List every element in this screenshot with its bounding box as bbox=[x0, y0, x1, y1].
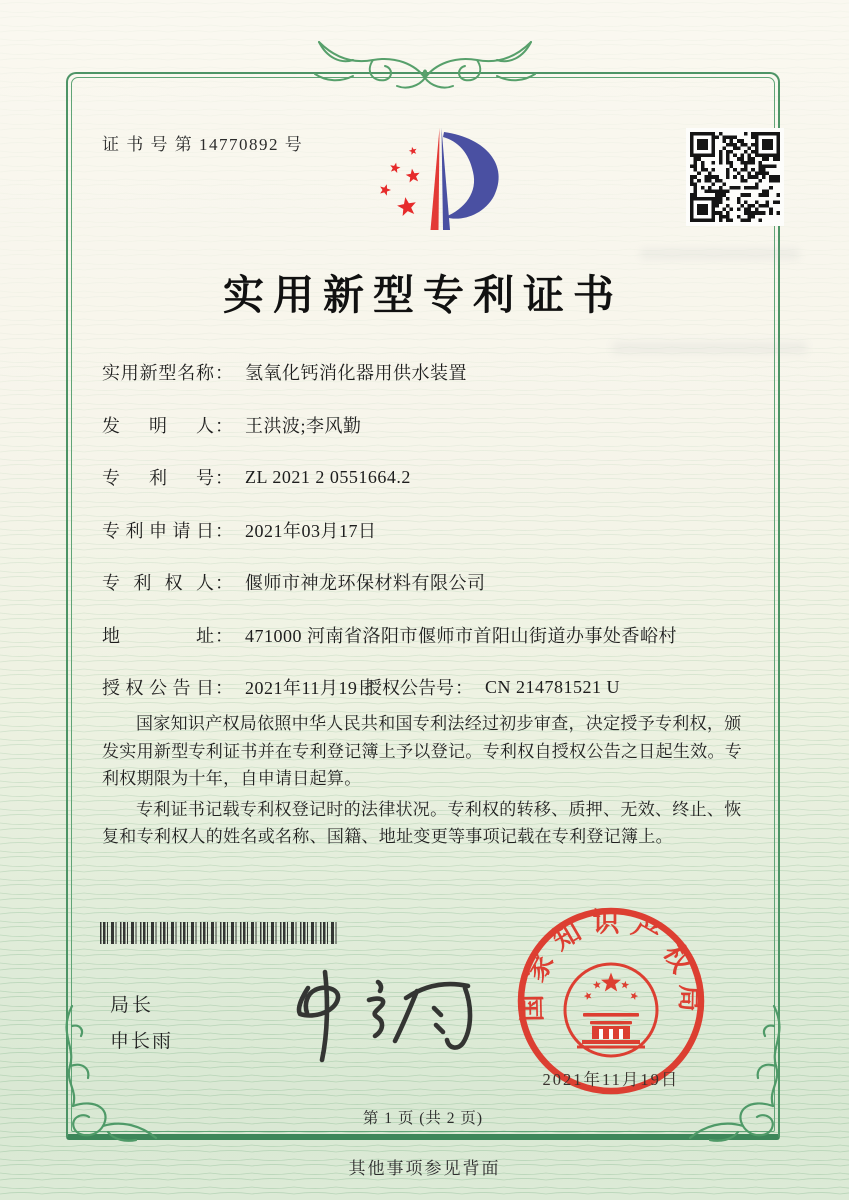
seal-text: 国家知识产权局 bbox=[516, 907, 706, 1022]
field-row-name: 实用新型名称 ： 氢氧化钙消化器用供水装置 bbox=[102, 346, 762, 399]
grant-no-value: CN 214781521 U bbox=[485, 676, 621, 697]
field-row-grant: 授权公告日 ： 2021年11月19日 授权公告号 ： CN 214781521 U bbox=[102, 661, 762, 714]
back-side-note: 其他事项参见背面 bbox=[348, 1159, 501, 1178]
signer-title: 局长 bbox=[110, 995, 155, 1016]
field-label: 地址 bbox=[102, 625, 214, 646]
cnipa-logo-icon bbox=[333, 118, 523, 238]
page-number: 第 1 页 (共 2 页) bbox=[362, 1110, 484, 1127]
certificate-title: 实用新型专利证书 bbox=[223, 272, 623, 318]
legal-text bbox=[102, 710, 752, 854]
field-row-address: 地址 ： 471000 河南省洛阳市偃师市首阳山街道办事处香峪村 bbox=[102, 609, 762, 662]
grant-no-label: 授权公告号 bbox=[364, 678, 454, 699]
field-value: 471000 河南省洛阳市偃师市首阳山街道办事处香峪村 bbox=[245, 625, 677, 646]
field-label: 专利号 bbox=[102, 468, 214, 489]
qr-code bbox=[686, 128, 784, 226]
field-label: 实用新型名称 bbox=[102, 363, 214, 384]
certificate-number: 证 书 号 第 14770892 号 bbox=[102, 135, 304, 154]
field-label: 专利权人 bbox=[102, 573, 214, 594]
show-through-mark bbox=[640, 248, 800, 260]
field-value: 氢氧化钙消化器用供水装置 bbox=[245, 363, 467, 384]
field-list bbox=[102, 346, 762, 714]
field-value: 2021年03月17日 bbox=[245, 520, 377, 541]
field-value: ZL 2021 2 0551664.2 bbox=[245, 466, 411, 487]
field-row-inventor: 发明人 ： 王洪波;李风勤 bbox=[102, 399, 762, 452]
field-row-patent-no: 专利号 ： ZL 2021 2 0551664.2 bbox=[102, 451, 762, 504]
seal-date: 2021年11月19日 bbox=[542, 1070, 680, 1089]
grant-no-group: 授权公告号 ： CN 214781521 U bbox=[364, 674, 620, 700]
signer-name: 申长雨 bbox=[110, 1031, 174, 1052]
grant-date-value: 2021年11月19日 bbox=[245, 678, 376, 699]
legal-paragraph-2: 专利证书记载专利权登记时的法律状况。专利权的转移、质押、无效、终止、恢复和专利权人的姓名或名称、国籍、地址变更等事项记载在专利登记簿上。 bbox=[102, 799, 742, 847]
grant-date-label: 授权公告日 bbox=[102, 678, 214, 699]
field-row-patentee: 专利权人 ： 偃师市神龙环保材料有限公司 bbox=[102, 556, 762, 609]
field-label: 专利申请日 bbox=[102, 520, 214, 541]
field-label: 发明人 bbox=[102, 415, 214, 436]
national-emblem-icon bbox=[565, 964, 657, 1056]
legal-paragraph-1: 国家知识产权局依照中华人民共和国专利法经过初步审查，决定授予专利权，颁发实用新型专利证书并在专利登记簿上予以登记。专利权自授权公告之日起生效。专利权期限为十年，自申请日起算。 bbox=[102, 714, 743, 789]
handwritten-signature-icon bbox=[238, 946, 490, 1068]
field-value: 王洪波;李风勤 bbox=[245, 415, 362, 436]
field-value: 偃师市神龙环保材料有限公司 bbox=[245, 573, 486, 594]
barcode bbox=[100, 922, 338, 944]
field-row-filing-date: 专利申请日 ： 2021年03月17日 bbox=[102, 504, 762, 557]
